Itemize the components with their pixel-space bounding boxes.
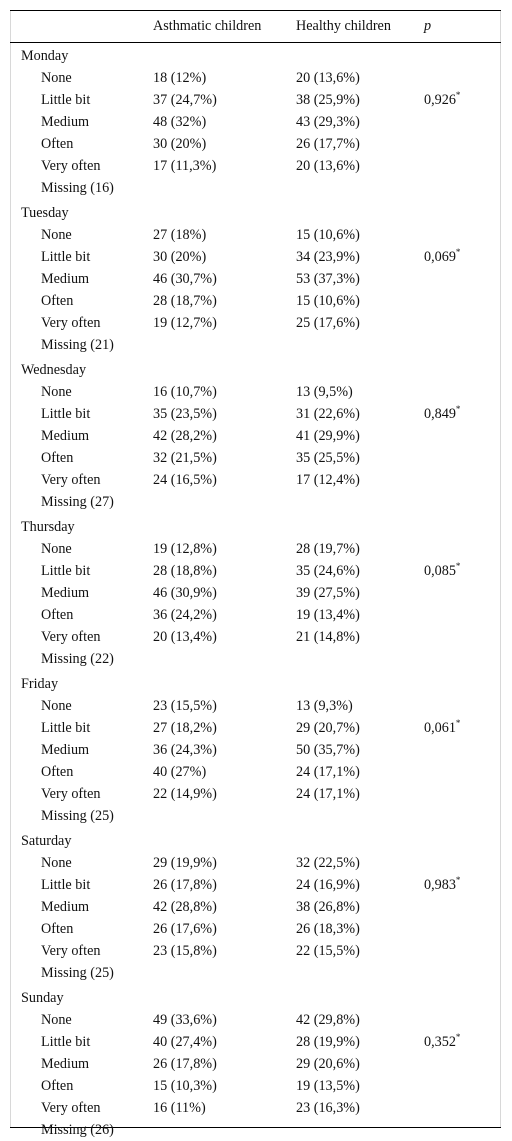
p-value-footnote-mark: * <box>455 1032 461 1042</box>
frequency-label: Very often <box>41 158 101 174</box>
p-value-cell <box>414 381 500 403</box>
day-group-row <box>11 513 500 538</box>
p-value-cell <box>414 155 500 177</box>
p-value-cell <box>414 761 500 783</box>
frequency-label: Medium <box>41 114 90 130</box>
table-row <box>11 133 500 155</box>
healthy-value: 28 (19,7%) <box>296 541 360 557</box>
frequency-label: Often <box>41 764 74 780</box>
table-row <box>11 783 500 805</box>
asthmatic-value: 40 (27,4%) <box>153 1034 217 1050</box>
table-row <box>11 852 500 874</box>
empty-cell <box>414 1119 500 1141</box>
asthmatic-value: 30 (20%) <box>153 249 207 265</box>
header-p-value: p <box>424 18 432 34</box>
healthy-value: 23 (16,3%) <box>296 1100 360 1116</box>
p-value: 0,069 <box>424 249 456 265</box>
empty-cell <box>143 177 286 199</box>
healthy-value: 39 (27,5%) <box>296 585 360 601</box>
p-value-cell <box>414 717 500 739</box>
asthmatic-value: 28 (18,7%) <box>153 293 217 309</box>
p-value-cell <box>414 67 500 89</box>
missing-row <box>11 805 500 827</box>
table-row <box>11 560 500 582</box>
asthmatic-value: 16 (10,7%) <box>153 384 217 400</box>
healthy-value: 32 (22,5%) <box>296 855 360 871</box>
frequency-label: Often <box>41 293 74 309</box>
frequency-label: Very often <box>41 786 101 802</box>
asthmatic-value: 24 (16,5%) <box>153 472 217 488</box>
frequency-label: Very often <box>41 629 101 645</box>
asthmatic-value: 48 (32%) <box>153 114 207 130</box>
frequency-label: None <box>41 384 72 400</box>
p-value-cell <box>414 469 500 491</box>
table-row <box>11 1075 500 1097</box>
p-value-cell <box>414 133 500 155</box>
frequency-label: Little bit <box>41 1034 91 1050</box>
asthmatic-value: 36 (24,3%) <box>153 742 217 758</box>
frequency-label: Often <box>41 136 74 152</box>
table-row <box>11 1053 500 1075</box>
p-value-cell <box>414 538 500 560</box>
frequency-label: None <box>41 227 72 243</box>
table-header <box>11 11 500 42</box>
frequency-label: Medium <box>41 271 90 287</box>
missing-row <box>11 491 500 513</box>
healthy-value: 13 (9,5%) <box>296 384 353 400</box>
day-group-row <box>11 356 500 381</box>
healthy-value: 26 (18,3%) <box>296 921 360 937</box>
healthy-value: 53 (37,3%) <box>296 271 360 287</box>
asthmatic-value: 46 (30,9%) <box>153 585 217 601</box>
p-value-footnote-mark: * <box>455 247 461 257</box>
asthmatic-value: 20 (13,4%) <box>153 629 217 645</box>
table-row <box>11 538 500 560</box>
table-row <box>11 582 500 604</box>
day-label: Saturday <box>21 833 72 849</box>
table-row <box>11 739 500 761</box>
empty-cell <box>414 805 500 827</box>
asthmatic-value: 26 (17,6%) <box>153 921 217 937</box>
healthy-value: 19 (13,5%) <box>296 1078 360 1094</box>
day-group-row <box>11 827 500 852</box>
p-value-cell <box>414 582 500 604</box>
p-value-cell <box>414 224 500 246</box>
healthy-value: 17 (12,4%) <box>296 472 360 488</box>
empty-cell <box>286 805 414 827</box>
frequency-label: None <box>41 855 72 871</box>
healthy-value: 50 (35,7%) <box>296 742 360 758</box>
asthmatic-value: 23 (15,5%) <box>153 698 217 714</box>
frequency-label: Little bit <box>41 249 91 265</box>
frequency-label: Very often <box>41 943 101 959</box>
p-value: 0,926 <box>424 92 456 108</box>
header-row <box>11 11 500 42</box>
missing-row <box>11 648 500 670</box>
empty-cell <box>286 334 414 356</box>
healthy-value: 29 (20,7%) <box>296 720 360 736</box>
asthmatic-value: 17 (11,3%) <box>153 158 217 174</box>
p-value-cell <box>414 1009 500 1031</box>
p-value-cell <box>414 111 500 133</box>
empty-cell <box>414 491 500 513</box>
data-table <box>11 11 500 1141</box>
empty-cell <box>143 1119 286 1141</box>
asthmatic-value: 37 (24,7%) <box>153 92 217 108</box>
header-healthy-children: Healthy children <box>296 18 391 34</box>
p-value-cell <box>414 246 500 268</box>
table-row <box>11 246 500 268</box>
table-row <box>11 447 500 469</box>
empty-cell <box>143 962 286 984</box>
asthmatic-value: 27 (18%) <box>153 227 207 243</box>
p-value-cell <box>414 1053 500 1075</box>
table-body <box>11 42 500 1141</box>
p-value-cell <box>414 268 500 290</box>
p-value-footnote-mark: * <box>455 875 461 885</box>
asthmatic-value: 35 (23,5%) <box>153 406 217 422</box>
asthmatic-value: 30 (20%) <box>153 136 207 152</box>
table-row <box>11 1031 500 1053</box>
day-label: Friday <box>21 676 59 692</box>
empty-cell <box>414 648 500 670</box>
table-row <box>11 403 500 425</box>
table-row <box>11 155 500 177</box>
p-value-cell <box>414 425 500 447</box>
healthy-value: 15 (10,6%) <box>296 227 360 243</box>
day-group-row <box>11 199 500 224</box>
missing-row <box>11 334 500 356</box>
table-row <box>11 268 500 290</box>
healthy-value: 28 (19,9%) <box>296 1034 360 1050</box>
asthmatic-value: 49 (33,6%) <box>153 1012 217 1028</box>
empty-cell <box>414 962 500 984</box>
p-value-cell <box>414 560 500 582</box>
healthy-value: 38 (26,8%) <box>296 899 360 915</box>
missing-label: Missing (22) <box>41 651 114 667</box>
p-value-cell <box>414 312 500 334</box>
healthy-value: 24 (16,9%) <box>296 877 360 893</box>
healthy-value: 22 (15,5%) <box>296 943 360 959</box>
table-row <box>11 717 500 739</box>
p-value: 0,983 <box>424 877 456 893</box>
healthy-value: 25 (17,6%) <box>296 315 360 331</box>
healthy-value: 15 (10,6%) <box>296 293 360 309</box>
table-row <box>11 89 500 111</box>
frequency-label: Very often <box>41 1100 101 1116</box>
p-value: 0,849 <box>424 406 456 422</box>
p-value-cell <box>414 896 500 918</box>
asthmatic-value: 42 (28,2%) <box>153 428 217 444</box>
healthy-value: 24 (17,1%) <box>296 764 360 780</box>
asthmatic-value: 46 (30,7%) <box>153 271 217 287</box>
frequency-label: Medium <box>41 585 90 601</box>
p-value: 0,061 <box>424 720 456 736</box>
header-category <box>11 11 143 42</box>
healthy-value: 35 (24,6%) <box>296 563 360 579</box>
healthy-value: 21 (14,8%) <box>296 629 360 645</box>
asthmatic-value: 29 (19,9%) <box>153 855 217 871</box>
missing-row <box>11 1119 500 1141</box>
frequency-label: Medium <box>41 1056 90 1072</box>
frequency-label: Medium <box>41 742 90 758</box>
healthy-value: 42 (29,8%) <box>296 1012 360 1028</box>
missing-label: Missing (26) <box>41 1122 114 1138</box>
asthmatic-value: 18 (12%) <box>153 70 207 86</box>
frequency-label: Medium <box>41 428 90 444</box>
p-value-cell <box>414 604 500 626</box>
p-value-cell <box>414 940 500 962</box>
frequency-label: Often <box>41 450 74 466</box>
asthmatic-value: 15 (10,3%) <box>153 1078 217 1094</box>
p-value-cell <box>414 403 500 425</box>
healthy-value: 41 (29,9%) <box>296 428 360 444</box>
healthy-value: 35 (25,5%) <box>296 450 360 466</box>
healthy-value: 31 (22,6%) <box>296 406 360 422</box>
frequency-label: Very often <box>41 472 101 488</box>
table-row <box>11 1009 500 1031</box>
asthmatic-value: 26 (17,8%) <box>153 1056 217 1072</box>
asthmatic-value: 23 (15,8%) <box>153 943 217 959</box>
healthy-value: 29 (20,6%) <box>296 1056 360 1072</box>
empty-cell <box>143 648 286 670</box>
p-value-cell <box>414 290 500 312</box>
table-row <box>11 1097 500 1119</box>
table-row <box>11 761 500 783</box>
p-value-cell <box>414 852 500 874</box>
table-row <box>11 67 500 89</box>
day-label: Sunday <box>21 990 64 1006</box>
p-value-footnote-mark: * <box>455 404 461 414</box>
table-row <box>11 425 500 447</box>
frequency-label: None <box>41 1012 72 1028</box>
day-label: Monday <box>21 48 69 64</box>
frequency-label: Very often <box>41 315 101 331</box>
frequency-label: Little bit <box>41 406 91 422</box>
healthy-value: 20 (13,6%) <box>296 70 360 86</box>
asthmatic-value: 27 (18,2%) <box>153 720 217 736</box>
empty-cell <box>286 962 414 984</box>
table-row <box>11 626 500 648</box>
frequency-label: Little bit <box>41 92 91 108</box>
frequency-label: Medium <box>41 899 90 915</box>
healthy-value: 43 (29,3%) <box>296 114 360 130</box>
p-value-footnote-mark: * <box>455 718 461 728</box>
missing-row <box>11 177 500 199</box>
p-value-cell <box>414 1097 500 1119</box>
day-group-row <box>11 670 500 695</box>
asthmatic-value: 32 (21,5%) <box>153 450 217 466</box>
healthy-value: 38 (25,9%) <box>296 92 360 108</box>
asthmatic-value: 28 (18,8%) <box>153 563 217 579</box>
empty-cell <box>414 334 500 356</box>
table-row <box>11 896 500 918</box>
healthy-value: 26 (17,7%) <box>296 136 360 152</box>
empty-cell <box>286 491 414 513</box>
asthmatic-value: 40 (27%) <box>153 764 207 780</box>
healthy-value: 19 (13,4%) <box>296 607 360 623</box>
empty-cell <box>286 1119 414 1141</box>
p-value-footnote-mark: * <box>455 90 461 100</box>
day-label: Tuesday <box>21 205 69 221</box>
p-value-cell <box>414 918 500 940</box>
table-row <box>11 111 500 133</box>
asthmatic-value: 19 (12,7%) <box>153 315 217 331</box>
frequency-label: Little bit <box>41 720 91 736</box>
table-row <box>11 604 500 626</box>
empty-cell <box>286 177 414 199</box>
p-value-cell <box>414 739 500 761</box>
asthmatic-value: 42 (28,8%) <box>153 899 217 915</box>
p-value: 0,085 <box>424 563 456 579</box>
table-row <box>11 290 500 312</box>
table-row <box>11 918 500 940</box>
p-value-cell <box>414 89 500 111</box>
p-value-cell <box>414 626 500 648</box>
frequency-label: Little bit <box>41 563 91 579</box>
healthy-value: 13 (9,3%) <box>296 698 353 714</box>
p-value-footnote-mark: * <box>455 561 461 571</box>
frequency-label: Often <box>41 607 74 623</box>
p-value-cell <box>414 874 500 896</box>
p-value: 0,352 <box>424 1034 456 1050</box>
table-row <box>11 874 500 896</box>
frequency-label: Often <box>41 921 74 937</box>
p-value-cell <box>414 695 500 717</box>
table-row <box>11 312 500 334</box>
empty-cell <box>143 334 286 356</box>
table-row <box>11 224 500 246</box>
asthmatic-value: 19 (12,8%) <box>153 541 217 557</box>
day-label: Thursday <box>21 519 75 535</box>
day-group-row <box>11 984 500 1009</box>
healthy-value: 24 (17,1%) <box>296 786 360 802</box>
missing-label: Missing (27) <box>41 494 114 510</box>
day-group-row <box>11 42 500 67</box>
empty-cell <box>143 491 286 513</box>
asthmatic-value: 26 (17,8%) <box>153 877 217 893</box>
missing-label: Missing (21) <box>41 337 114 353</box>
frequency-label: None <box>41 698 72 714</box>
frequency-label: None <box>41 70 72 86</box>
frequency-label: Little bit <box>41 877 91 893</box>
p-value-cell <box>414 1031 500 1053</box>
p-value-cell <box>414 447 500 469</box>
asthmatic-value: 36 (24,2%) <box>153 607 217 623</box>
header-asthmatic-children: Asthmatic children <box>153 18 262 34</box>
asthmatic-value: 22 (14,9%) <box>153 786 217 802</box>
p-value-cell <box>414 1075 500 1097</box>
table-row <box>11 695 500 717</box>
frequency-label: None <box>41 541 72 557</box>
missing-row <box>11 962 500 984</box>
table-row <box>11 381 500 403</box>
day-label: Wednesday <box>21 362 87 378</box>
asthmatic-value: 16 (11%) <box>153 1100 206 1116</box>
table-row <box>11 940 500 962</box>
missing-label: Missing (25) <box>41 808 114 824</box>
frequency-label: Often <box>41 1078 74 1094</box>
empty-cell <box>286 648 414 670</box>
p-value-cell <box>414 783 500 805</box>
empty-cell <box>143 805 286 827</box>
healthy-value: 34 (23,9%) <box>296 249 360 265</box>
healthy-value: 20 (13,6%) <box>296 158 360 174</box>
missing-label: Missing (16) <box>41 180 114 196</box>
missing-label: Missing (25) <box>41 965 114 981</box>
empty-cell <box>414 177 500 199</box>
table-row <box>11 469 500 491</box>
